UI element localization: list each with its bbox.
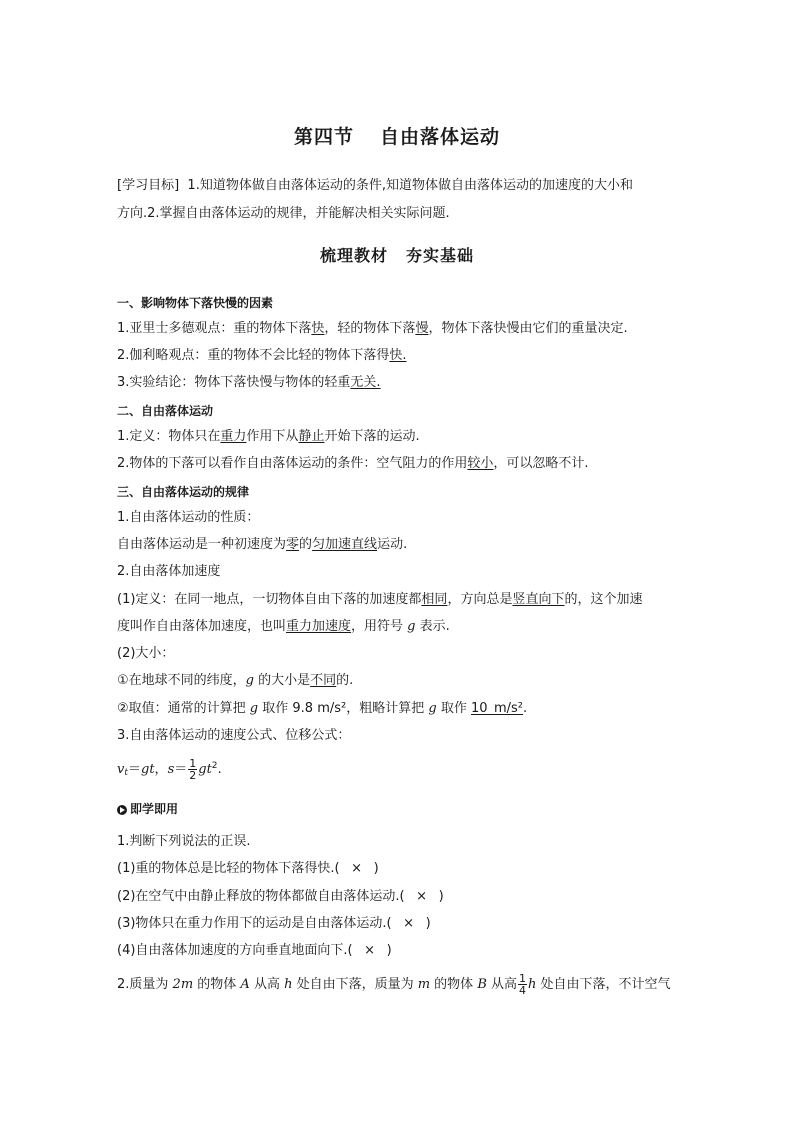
text: ，物体下落快慢由它们的重量决定.: [428, 321, 628, 336]
answer-blank: 快: [311, 321, 325, 336]
answer-blank: 重力: [220, 429, 247, 444]
text: 自由落体运动是一种初速度为: [117, 537, 287, 552]
text: 3.实验结论：物体下落快慢与物体的轻重: [117, 375, 351, 390]
item-text: (1)重的物体总是比轻的物体下落得快.(: [117, 861, 340, 876]
text: 从高: [486, 977, 518, 992]
s3-paragraph-6: (2)大小：: [117, 646, 175, 661]
judge-item-4: [117, 942, 392, 960]
wrong-mark: ×: [364, 943, 376, 958]
text: ，用符号: [351, 619, 408, 634]
paren-close: ): [438, 889, 444, 904]
variable-v: v: [117, 762, 125, 777]
answer-blank: 相同: [421, 592, 448, 607]
subtitle-part-2: 夯实基础: [406, 246, 475, 265]
text: 取作 9.8 m/s²，粗略计算把: [258, 701, 429, 716]
answer-blank: 10_m/s²: [470, 701, 524, 716]
period: .: [217, 762, 222, 777]
answer-blank: 较小: [467, 456, 494, 471]
equals-sign: ＝: [127, 762, 141, 777]
s3-paragraph-7: [117, 672, 353, 690]
title-topic: 自由落体运动: [380, 126, 501, 148]
denominator: 2: [189, 769, 197, 782]
term-gt: gt: [198, 762, 212, 777]
wrong-mark: ×: [403, 916, 415, 931]
item-text: (3)物体只在重力作用下的运动是自由落体运动.(: [117, 916, 392, 931]
text: 取作: [436, 701, 471, 716]
text: 1.亚里士多德观点：重的物体下落: [117, 321, 312, 336]
text: 的物体: [430, 977, 478, 992]
section-heading-1: 一、影响物体下落快慢的因素: [117, 296, 274, 310]
text: 表示.: [415, 619, 450, 634]
subscript-t: t: [124, 768, 128, 778]
paren-close: ): [386, 943, 392, 958]
superscript-2: 2: [211, 761, 218, 771]
text: 运动.: [377, 537, 408, 552]
goal-line-2: 方向.2.掌握自由落体运动的规律，并能解决相关实际问题.: [117, 206, 450, 221]
title-section: 第四节: [293, 126, 354, 148]
text: 1.定义：物体只在: [117, 429, 221, 444]
play-bullet-icon: [117, 805, 127, 815]
wrong-mark: ×: [416, 889, 428, 904]
text: 2.物体的下落可以看作自由落体运动的条件：空气阻力的作用: [117, 456, 468, 471]
variable-g: g: [245, 673, 254, 688]
mass-2m: 2m: [172, 977, 194, 992]
answer-blank: 不同: [310, 673, 337, 688]
text: 作用下从: [246, 429, 299, 444]
item-text: (4)自由落体加速度的方向垂直地面向下.(: [117, 943, 353, 958]
question-2: [117, 972, 671, 998]
answer-blank: 慢: [415, 321, 429, 336]
variable-g: g: [428, 701, 437, 716]
object-b: B: [477, 977, 487, 992]
s3-paragraph-1: 1.自由落体运动的性质：: [117, 510, 260, 525]
text: ，轻的物体下落: [324, 321, 416, 336]
fraction-one-quarter: [518, 973, 527, 996]
text: 的大小是: [253, 673, 311, 688]
text: 2.伽利略观点：重的物体不会比轻的物体下落得: [117, 348, 390, 363]
variable-g: g: [249, 701, 259, 716]
fraction-one-half: [188, 758, 197, 781]
answer-blank: 匀加速直线: [312, 537, 378, 552]
s2-paragraph-2: [117, 455, 589, 473]
judge-item-2: [117, 888, 444, 906]
section-heading-3: 三、自由落体运动的规律: [117, 485, 250, 499]
text: ②取值：通常的计算把: [117, 701, 250, 716]
s1-paragraph-1: [117, 320, 628, 338]
practice-heading-label: 即学即用: [130, 802, 179, 816]
text: 处自由下落，不计空气: [536, 977, 671, 992]
goal-label: [学习目标]: [117, 178, 180, 193]
variable-g: g: [407, 619, 416, 634]
numerator: 1: [189, 757, 197, 770]
paren-close: ): [425, 916, 431, 931]
answer-blank: 快.: [389, 348, 407, 363]
s3-paragraph-4: [117, 591, 642, 609]
text: ①在地球不同的纬度，: [117, 673, 246, 688]
text: ，方向总是: [447, 592, 513, 607]
height-h: h: [284, 977, 293, 992]
s1-paragraph-2: [117, 347, 407, 365]
separator: ，: [154, 762, 168, 777]
judge-item-1: [117, 860, 379, 878]
numerator: 1: [519, 972, 527, 985]
s3-paragraph-9: 3.自由落体运动的速度公式、位移公式：: [117, 728, 351, 743]
learning-goal: [117, 172, 687, 228]
item-text: (2)在空气中由静止释放的物体都做自由落体运动.(: [117, 889, 405, 904]
question-1: 1.判断下列说法的正误.: [117, 834, 251, 849]
goal-line-1: 1.知道物体做自由落体运动的条件,知道物体做自由落体运动的加速度的大小和: [187, 178, 633, 193]
kinematics-formula: [117, 754, 222, 785]
text: (1)定义：在同一地点，一切物体自由下落的加速度都: [117, 592, 422, 607]
answer-blank: 重力加速度: [286, 619, 352, 634]
text: 2.质量为: [117, 977, 173, 992]
s2-paragraph-1: [117, 428, 420, 446]
subtitle-part-1: 梳理教材: [319, 246, 388, 265]
answer-blank: 无关.: [350, 375, 381, 390]
text: 从高: [249, 977, 285, 992]
variable-s: s: [167, 762, 175, 777]
section-heading-2: 二、自由落体运动: [117, 404, 214, 418]
practice-heading: [117, 800, 178, 818]
text: 开始下落的运动.: [324, 429, 420, 444]
s3-paragraph-2: [117, 536, 407, 554]
text: 处自由下落，质量为: [292, 977, 418, 992]
s3-paragraph-3: 2.自由落体加速度: [117, 564, 221, 579]
height-h: h: [528, 977, 537, 992]
text: ，可以忽略不计.: [493, 456, 589, 471]
s1-paragraph-3: [117, 374, 381, 392]
section-subtitle: [0, 243, 794, 266]
page-title: [0, 122, 794, 149]
mass-m: m: [417, 977, 431, 992]
text: 的，这个加速: [564, 592, 643, 607]
term-gt: gt: [141, 762, 155, 777]
text: 的: [299, 537, 313, 552]
judge-item-3: [117, 915, 431, 933]
text: 度叫作自由落体加速度，也叫: [117, 619, 287, 634]
text: .: [523, 701, 528, 716]
object-a: A: [240, 977, 250, 992]
answer-blank: 竖直向下: [512, 592, 565, 607]
s3-paragraph-8: [117, 700, 527, 718]
paren-close: ): [373, 861, 379, 876]
s3-paragraph-5: [117, 618, 450, 636]
text: 的.: [336, 673, 354, 688]
denominator: 4: [519, 984, 527, 997]
wrong-mark: ×: [351, 861, 363, 876]
answer-blank: 静止: [298, 429, 325, 444]
text: 的物体: [193, 977, 241, 992]
answer-blank: 零: [286, 537, 300, 552]
equals-sign: ＝: [174, 762, 188, 777]
